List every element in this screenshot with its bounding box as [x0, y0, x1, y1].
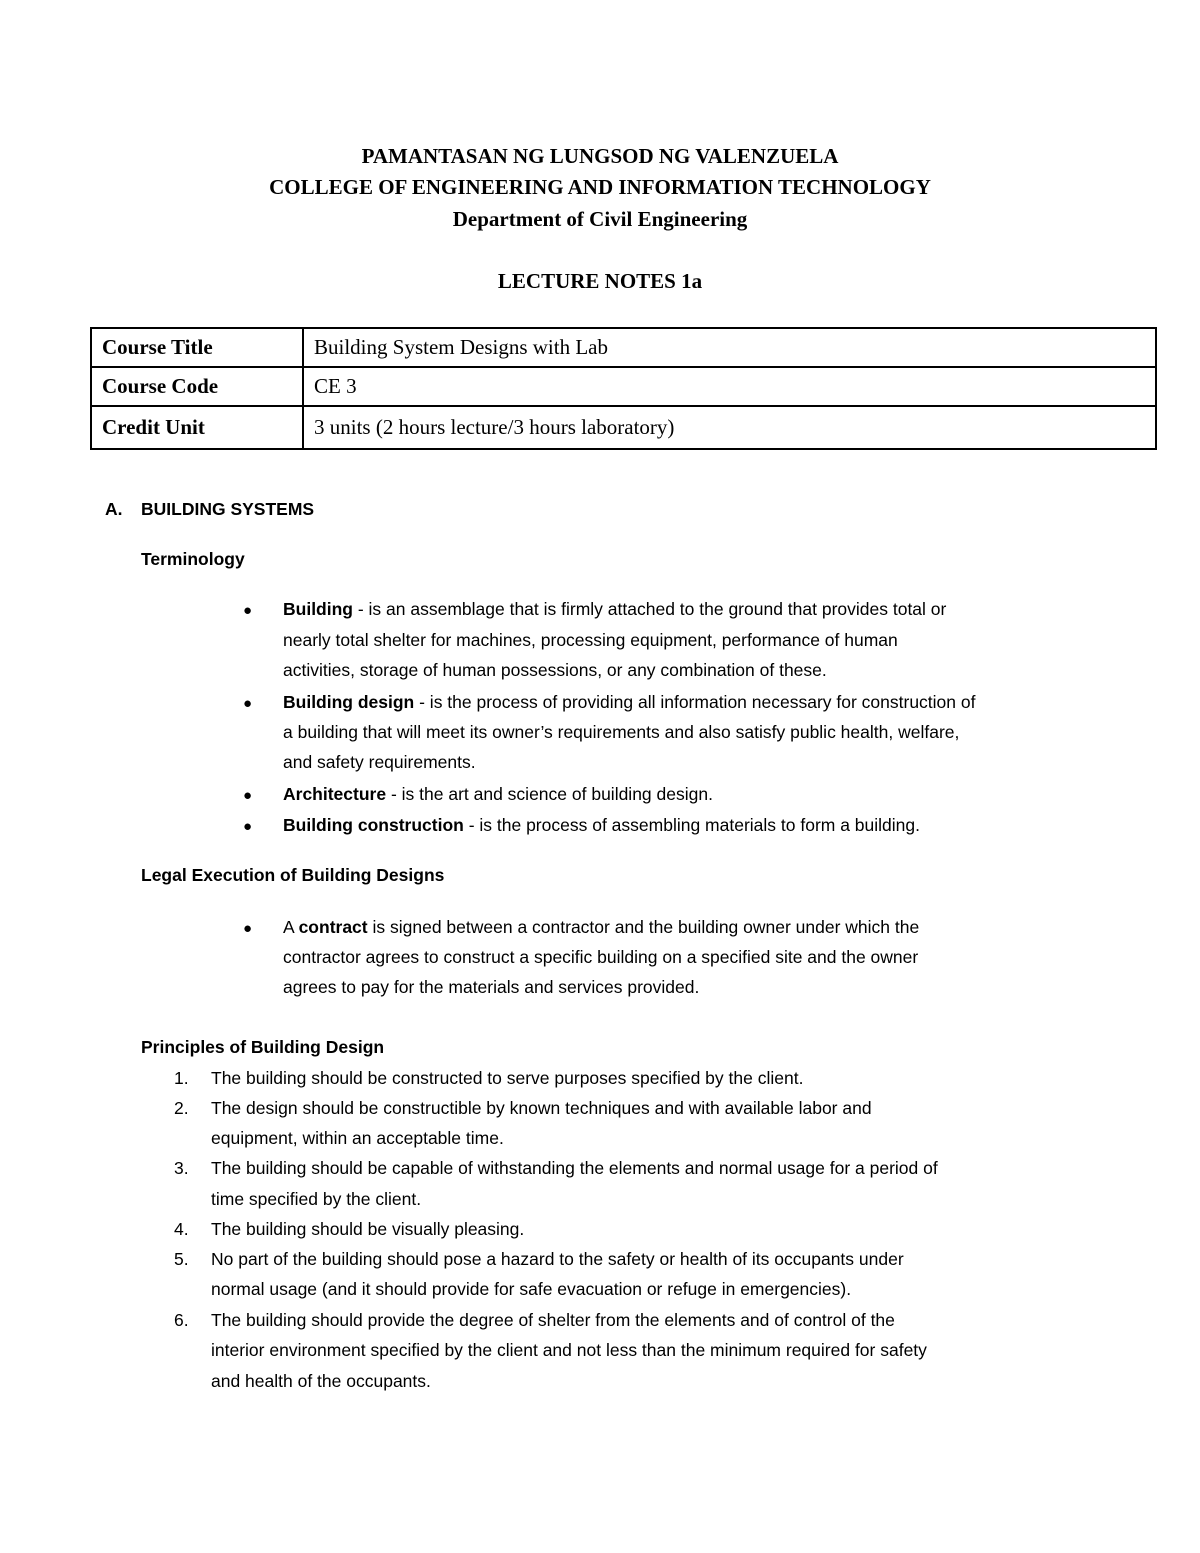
term-name: Building construction: [283, 815, 464, 835]
section-title: BUILDING SYSTEMS: [141, 499, 315, 519]
term-item: [283, 599, 946, 620]
term-text: - is the art and science of building design.: [386, 784, 713, 804]
list-number: 5.: [174, 1249, 189, 1269]
course-info-table: [90, 327, 1157, 450]
legal-item: [283, 917, 919, 938]
principle-text: The building should be capable of withstanding the elements and normal usage for a period of: [211, 1158, 938, 1178]
principle-text: The building should be constructed to serve purposes specified by the client.: [211, 1068, 804, 1088]
bullet-icon: ●: [243, 787, 253, 804]
university-name: PAMANTASAN NG LUNGSOD NG VALENZUELA: [361, 144, 839, 168]
term-item: [283, 815, 920, 836]
table-row: [91, 367, 1156, 406]
course-code-value: CE 3: [303, 367, 1156, 406]
bullet-icon: ●: [243, 602, 253, 619]
list-number: 2.: [174, 1098, 189, 1118]
table-row: [91, 328, 1156, 367]
course-title-label: Course Title: [91, 328, 303, 367]
principles-heading: Principles of Building Design: [141, 1037, 385, 1057]
term-item: [283, 784, 713, 805]
principle-text: The building should be visually pleasing.: [211, 1219, 525, 1239]
legal-heading: Legal Execution of Building Designs: [141, 865, 445, 885]
term-text: activities, storage of human possessions, or any combination of these.: [283, 660, 827, 680]
list-number: 1.: [174, 1068, 189, 1088]
principle-text: interior environment specified by the client and not less than the minimum required for safety: [211, 1340, 927, 1360]
legal-text: agrees to pay for the materials and services provided.: [283, 977, 700, 997]
credit-unit-label: Credit Unit: [91, 406, 303, 449]
list-number: 3.: [174, 1158, 189, 1178]
term-name: Building: [283, 599, 353, 619]
section-marker: A.: [105, 499, 123, 519]
legal-term: contract: [298, 917, 368, 937]
principle-text: The design should be constructible by known techniques and with available labor and: [211, 1098, 872, 1118]
credit-unit-value: 3 units (2 hours lecture/3 hours laboratory): [303, 406, 1156, 449]
term-text: - is an assemblage that is firmly attached to the ground that provides total or: [352, 599, 947, 619]
term-name: Architecture: [283, 784, 387, 804]
legal-prefix: A: [283, 917, 299, 937]
principle-text: normal usage (and it should provide for safe evacuation or refuge in emergencies).: [211, 1279, 852, 1299]
list-number: 6.: [174, 1310, 189, 1330]
principle-text: The building should provide the degree of shelter from the elements and of control of the: [211, 1310, 895, 1330]
legal-text: contractor agrees to construct a specific building on a specified site and the owner: [283, 947, 919, 967]
college-name: COLLEGE OF ENGINEERING AND INFORMATION TECHNOLOGY: [269, 175, 931, 199]
term-text: - is the process of providing all information necessary for construction of: [414, 692, 976, 712]
bullet-icon: ●: [243, 818, 253, 835]
terminology-heading: Terminology: [141, 549, 245, 569]
term-text: and safety requirements.: [283, 752, 476, 772]
term-text: a building that will meet its owner’s requirements and also satisfy public health, welfare,: [283, 722, 960, 742]
bullet-icon: ●: [243, 695, 253, 712]
principle-text: time specified by the client.: [211, 1189, 422, 1209]
principle-text: and health of the occupants.: [211, 1371, 431, 1391]
principle-text: equipment, within an acceptable time.: [211, 1128, 504, 1148]
course-code-label: Course Code: [91, 367, 303, 406]
term-text: - is the process of assembling materials to form a building.: [463, 815, 920, 835]
course-title-value: Building System Designs with Lab: [303, 328, 1156, 367]
term-item: [283, 692, 975, 713]
legal-text: is signed between a contractor and the building owner under which the: [367, 917, 920, 937]
table-row: [91, 406, 1156, 449]
document-title: LECTURE NOTES 1a: [497, 269, 703, 293]
list-number: 4.: [174, 1219, 189, 1239]
term-name: Building design: [283, 692, 415, 712]
principle-text: No part of the building should pose a hazard to the safety or health of its occupants under: [211, 1249, 904, 1269]
department-name: Department of Civil Engineering: [452, 207, 748, 231]
bullet-icon: ●: [243, 920, 253, 937]
term-text: nearly total shelter for machines, processing equipment, performance of human: [283, 630, 898, 650]
